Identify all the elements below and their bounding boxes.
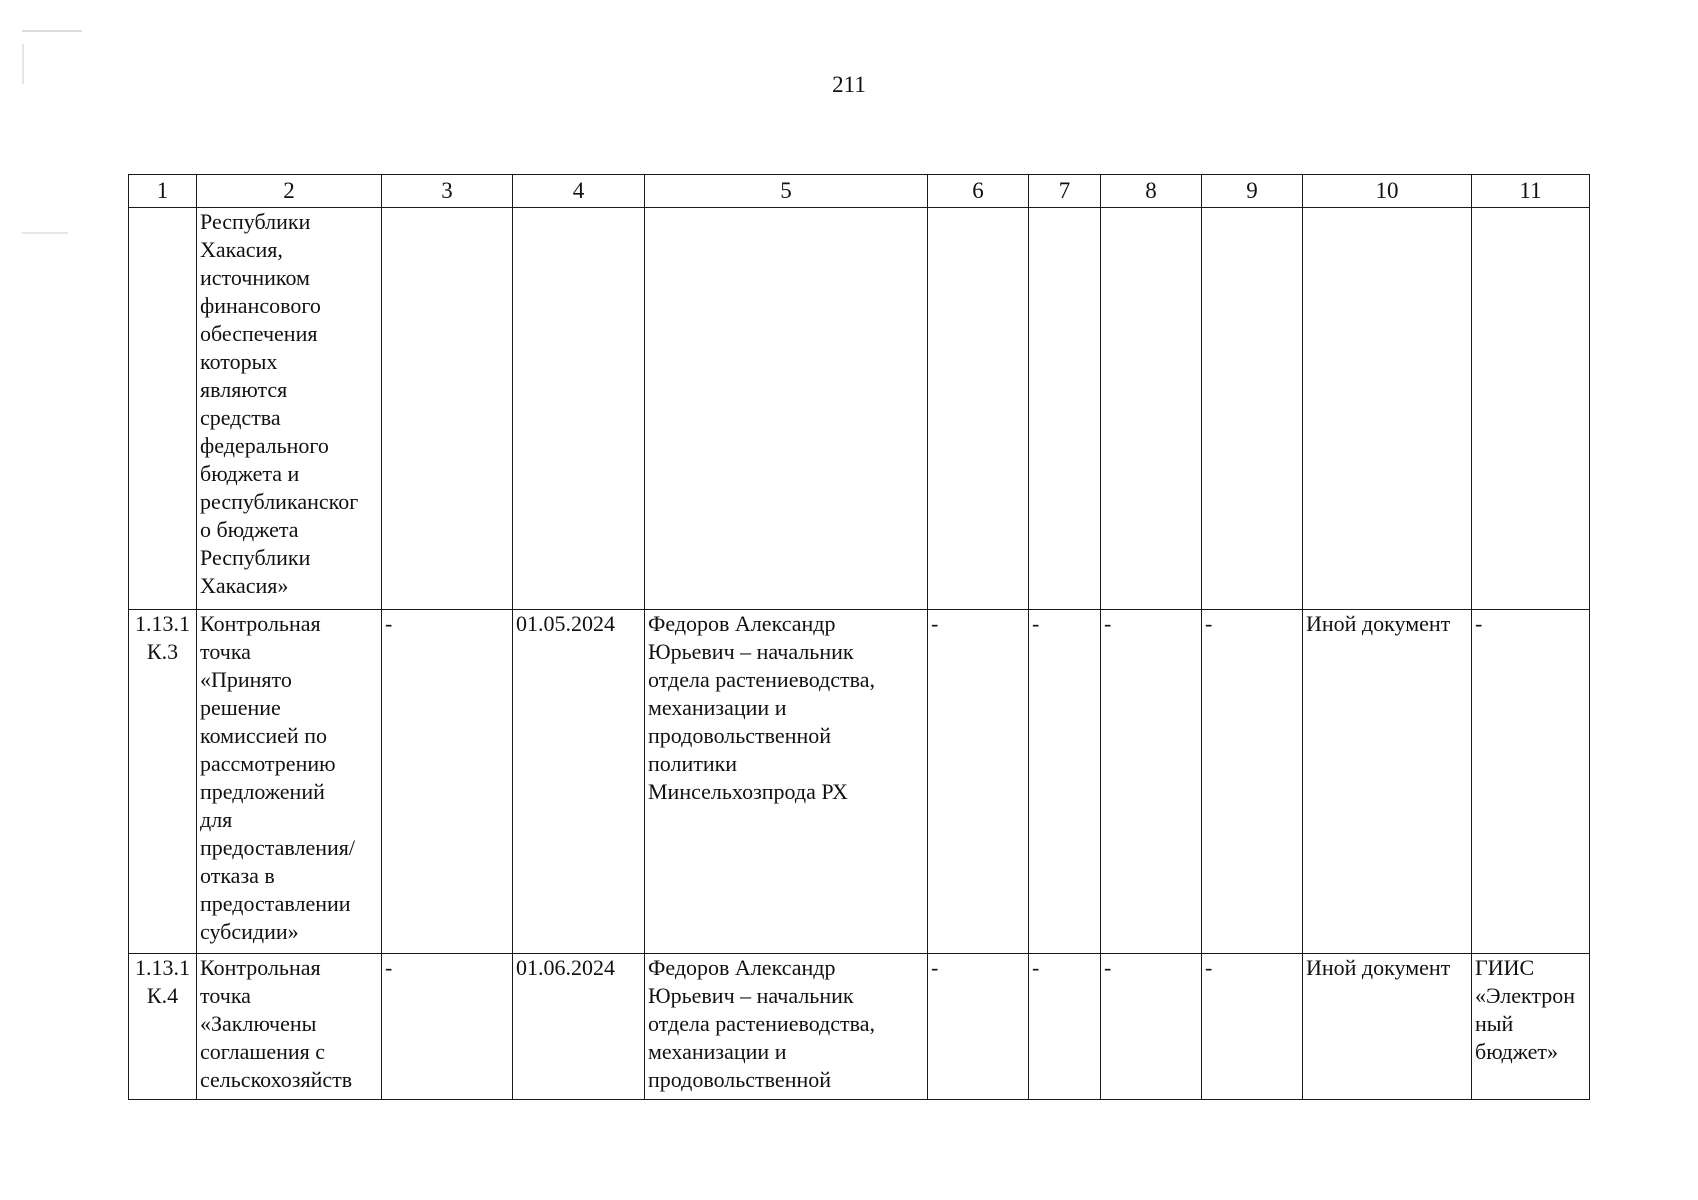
document-table (128, 174, 1590, 1100)
table-cell (1101, 208, 1202, 610)
table-cell-number: 1.13.1 К.3 (129, 610, 197, 954)
column-header: 2 (197, 175, 382, 208)
table-cell-date: 01.05.2024 (513, 610, 645, 954)
table-cell: - (1029, 610, 1101, 954)
table-cell: - (1029, 954, 1101, 1100)
table-cell-responsible: Федоров Александр Юрьевич – начальник отдела растениеводства, механизации и продовольственной (645, 954, 928, 1100)
column-header: 5 (645, 175, 928, 208)
table-cell: - (1202, 954, 1303, 1100)
table-row (129, 208, 1590, 610)
table-cell-name: Республики Хакасия, источником финансового обеспечения которых являются средства федерального бюджета и республиканског о бюджета Республики Хакасия» (197, 208, 382, 610)
table-cell-name: Контрольная точка «Принято решение комиссией по рассмотрению предложений для предоставления/ отказа в предоставлении субсидии» (197, 610, 382, 954)
table-cell: - (382, 610, 513, 954)
column-header: 3 (382, 175, 513, 208)
column-header: 1 (129, 175, 197, 208)
table-cell (382, 208, 513, 610)
table-cell-responsible: Федоров Александр Юрьевич – начальник отдела растениеводства, механизации и продовольственной политики Минсельхозпрода РХ (645, 610, 928, 954)
table-cell-system: ГИИС «Электрон ный бюджет» (1472, 954, 1590, 1100)
scan-artifact (22, 232, 68, 234)
table-cell (928, 208, 1029, 610)
table-cell: - (382, 954, 513, 1100)
table-cell-document-type (1303, 208, 1472, 610)
column-header: 11 (1472, 175, 1590, 208)
table-cell-date: 01.06.2024 (513, 954, 645, 1100)
table-cell: - (928, 954, 1029, 1100)
column-header: 4 (513, 175, 645, 208)
column-header: 7 (1029, 175, 1101, 208)
table-cell-name: Контрольная точка «Заключены соглашения с сельскохозяйств (197, 954, 382, 1100)
table-cell: - (1202, 610, 1303, 954)
column-header: 8 (1101, 175, 1202, 208)
table-cell-responsible (645, 208, 928, 610)
table-header-row (129, 175, 1590, 208)
column-header: 10 (1303, 175, 1472, 208)
table-cell: - (1101, 610, 1202, 954)
column-header: 9 (1202, 175, 1303, 208)
table-cell-document-type: Иной документ (1303, 610, 1472, 954)
table-cell (1202, 208, 1303, 610)
scan-artifact (22, 30, 82, 32)
table-cell-number: 1.13.1 К.4 (129, 954, 197, 1100)
table-cell-number (129, 208, 197, 610)
table-cell: - (1101, 954, 1202, 1100)
table-cell (1029, 208, 1101, 610)
table-cell-system: - (1472, 610, 1590, 954)
table-row (129, 610, 1590, 954)
table-cell-date (513, 208, 645, 610)
table-cell-system (1472, 208, 1590, 610)
table-cell: - (928, 610, 1029, 954)
table-row (129, 954, 1590, 1100)
table-cell-document-type: Иной документ (1303, 954, 1472, 1100)
column-header: 6 (928, 175, 1029, 208)
page-number: 211 (832, 72, 866, 97)
